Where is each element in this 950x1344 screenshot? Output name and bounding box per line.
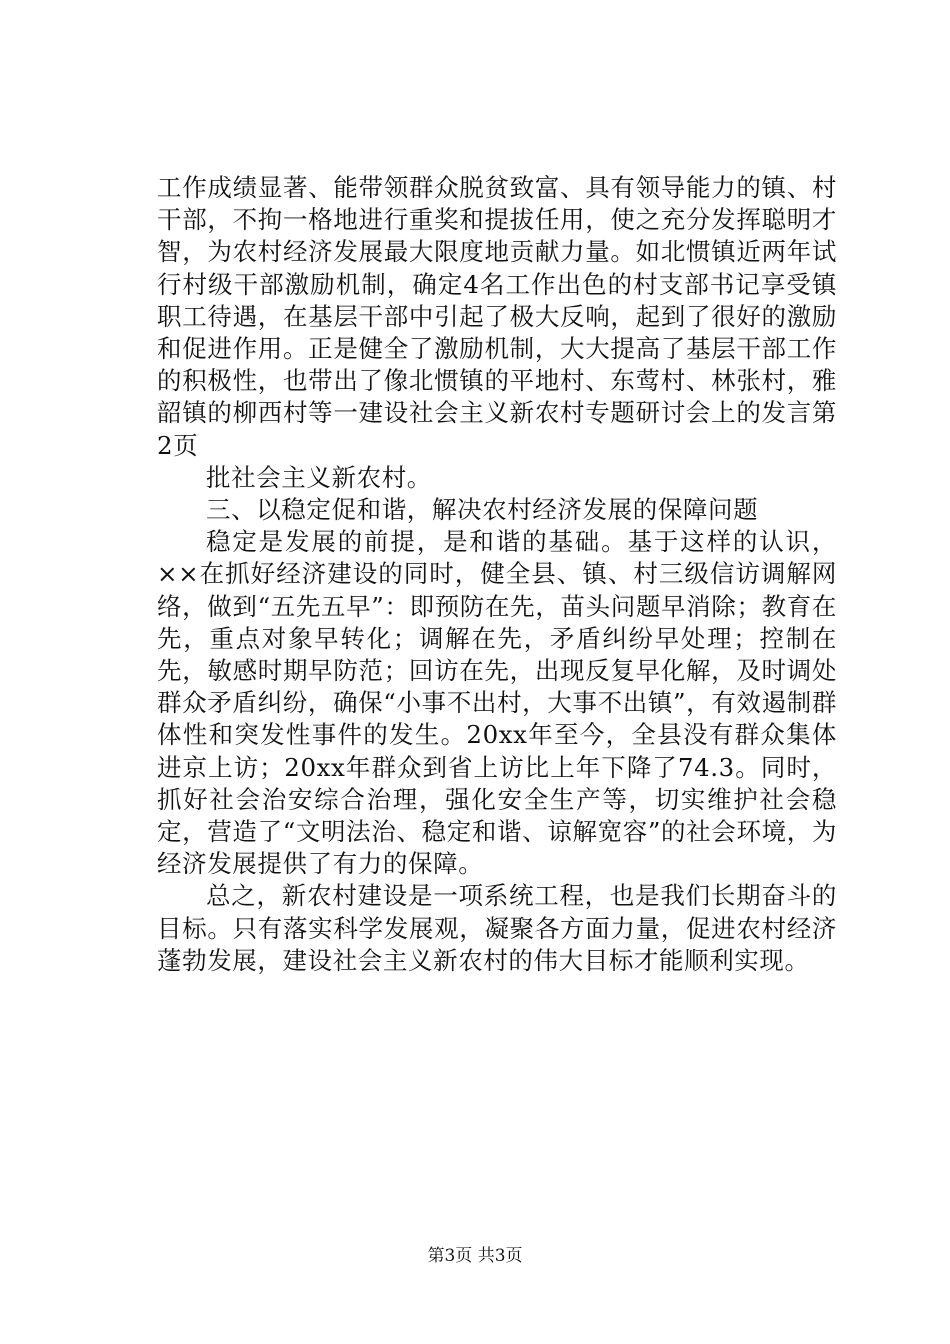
document-body <box>157 172 837 977</box>
paragraph-stability: 稳定是发展的前提，是和谐的基础。基于这样的认识，××在抓好经济建设的同时，健全县、镇、村三级信访调解网络，做到“五先五早”：即预防在先，苗头问题早消除；教育在先，重点对象早转化；调解在先，矛盾纠纷早处理；控制在先，敏感时期早防范；回访在先，出现反复早化解，及时调处群众矛盾纠纷，确保“小事不出村，大事不出镇”，有效遏制群体性和突发性事件的发生。20xx年至今，全县没有群众集体进京上访；20xx年群众到省上访比上年下降了74.3。同时，抓好社会治安综合治理，强化安全生产等，切实维护社会稳定，营造了“文明法治、稳定和谐、谅解宽容”的社会环境，为经济发展提供了有力的保障。 <box>157 527 837 879</box>
paragraph-continuation-line: 批社会主义新农村。 <box>206 462 432 492</box>
page-footer: 第3页 共3页 <box>427 1246 523 1266</box>
section-heading: 三、以稳定促和谐，解决农村经济发展的保障问题 <box>206 495 759 525</box>
paragraph-conclusion: 总之，新农村建设是一项系统工程，也是我们长期奋斗的目标。只有落实科学发展观，凝聚各方面力量，促进农村经济蓬勃发展，建设社会主义新农村的伟大目标才能顺利实现。 <box>157 881 837 975</box>
paragraph-continued: 工作成绩显著、能带领群众脱贫致富、具有领导能力的镇、村干部，不拘一格地进行重奖和提拔任用，使之充分发挥聪明才智，为农村经济发展最大限度地贡献力量。如北惯镇近两年试行村级干部激励机制，确定4名工作出色的村支部书记享受镇职工待遇，在基层干部中引起了极大反响，起到了很好的激励和促进作用。正是健全了激励机制，大大提高了基层干部工作的积极性，也带出了像北惯镇的平地村、东莺村、林张村，雅韶镇的柳西村等一建设社会主义新农村专题研讨会上的发言第2页 <box>157 173 837 460</box>
